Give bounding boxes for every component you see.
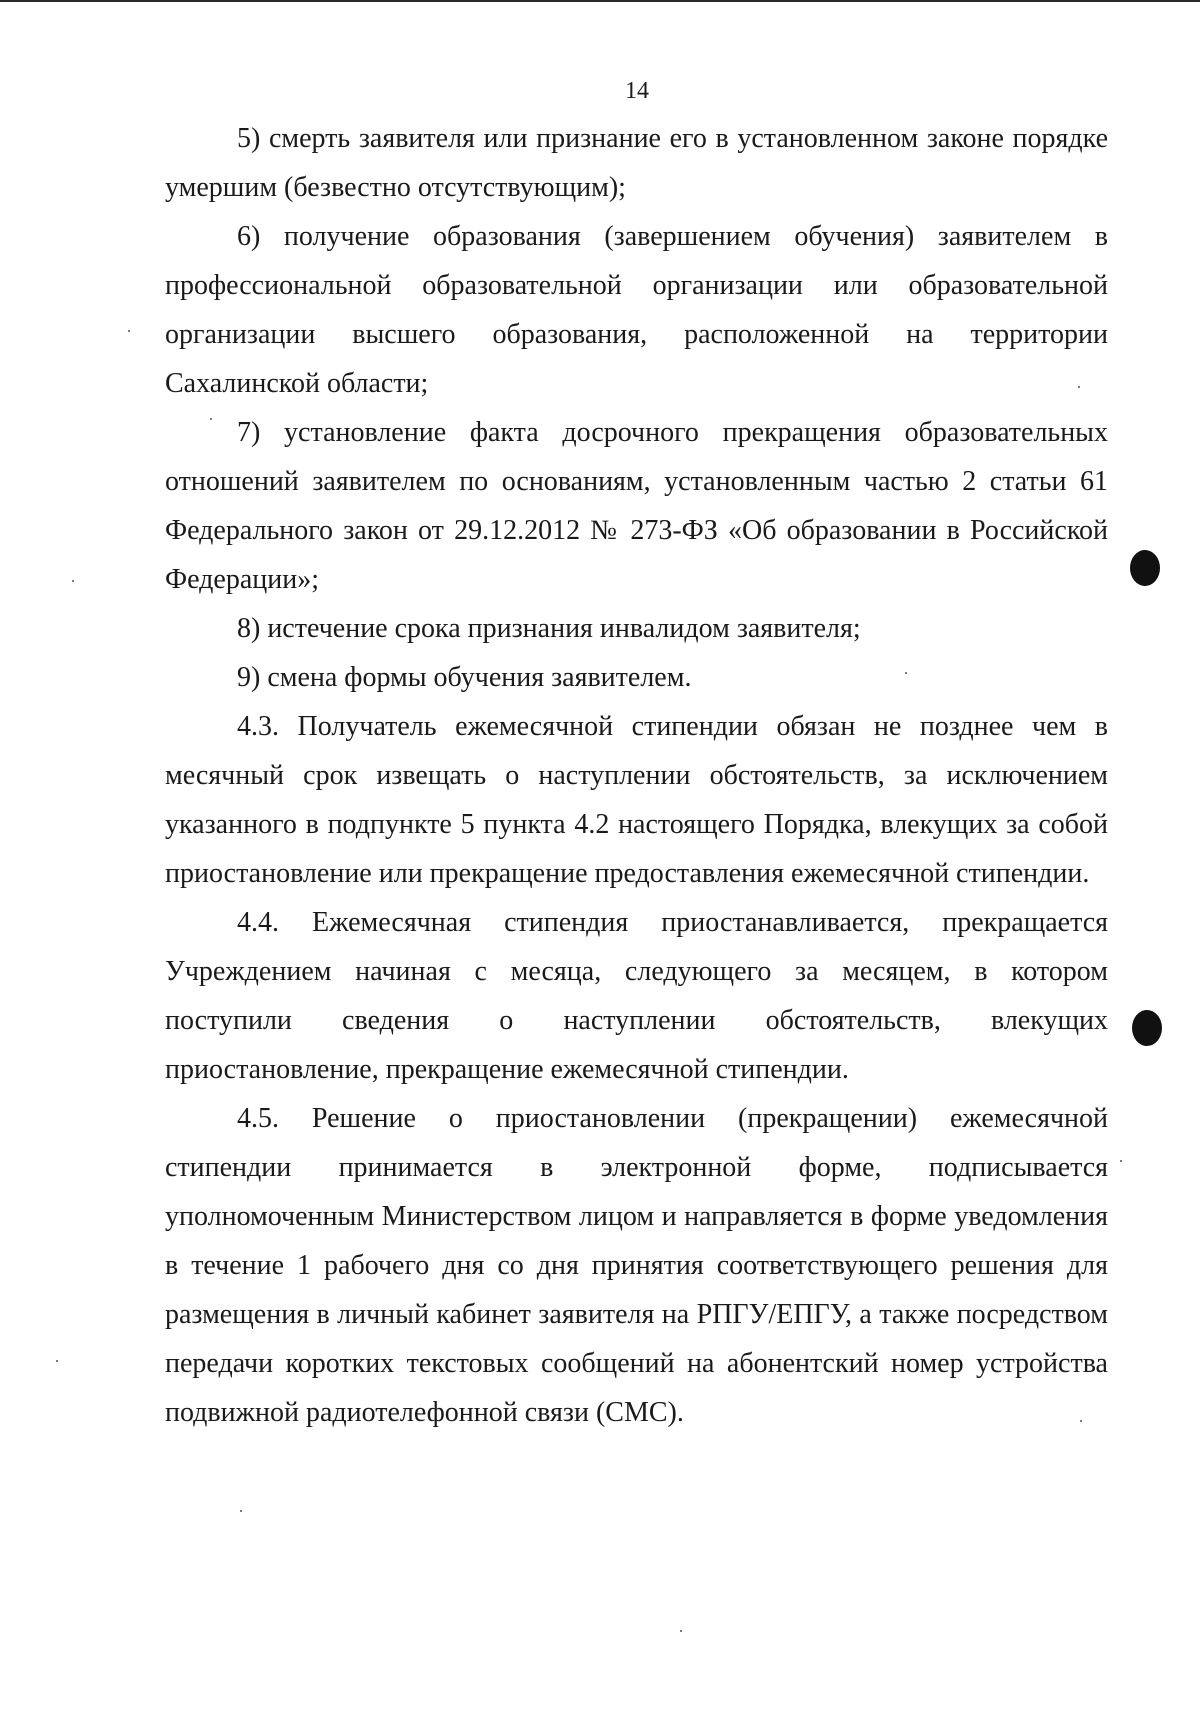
paragraph-4-5: 4.5. Решение о приостановлении (прекращении) ежемесячной стипендии принимается в электронной форме, подписывается уполномоченным Министерством лицом и направляется в форме уведомления в течение 1 рабочего дня со дня принятия соответствующего решения для размещения в личный кабинет заявителя на РПГУ/ЕПГУ, а также посредством передачи коротких текстовых сообщений на абонентский номер устройства подвижной радиотелефонной связи (СМС). <box>165 1103 1108 1428</box>
scan-speck <box>210 418 212 420</box>
paragraph-item-7: 7) установление факта досрочного прекращения образовательных отношений заявителем по основаниям, установленным частью 2 статьи 61 Федерального закон от 29.12.2012 № 273-ФЗ «Об образовании в Российской Федерации»; <box>165 417 1108 595</box>
paragraph-item-6: 6) получение образования (завершением обучения) заявителем в профессиональной образовательной организации или образовательной организации высшего образования, расположенной на территории Сахалинской области; <box>165 221 1108 399</box>
paragraph-4-3: 4.3. Получатель ежемесячной стипендии обязан не позднее чем в месячный срок извещать о наступлении обстоятельств, за исключением указанного в подпункте 5 пункта 4.2 настоящего Порядка, влекущих за собой приостановление или прекращение предоставления ежемесячной стипендии. <box>165 711 1108 889</box>
paragraph-item-8: 8) истечение срока признания инвалидом заявителя; <box>237 613 861 644</box>
punch-hole-mark <box>1132 1010 1162 1046</box>
paragraph-item-5: 5) смерть заявителя или признание его в установленном законе порядке умершим (безвестно отсутствующим); <box>165 123 1108 203</box>
page-number: 14 <box>625 78 649 104</box>
scan-speck <box>56 1360 58 1362</box>
document-body <box>165 114 1108 1437</box>
scan-speck <box>680 1630 682 1632</box>
scan-speck <box>1080 1420 1082 1422</box>
scan-speck <box>240 1510 242 1512</box>
scan-speck <box>1120 1160 1122 1162</box>
punch-hole-mark <box>1130 550 1160 586</box>
scan-speck <box>128 330 130 332</box>
paragraph-item-9: 9) смена формы обучения заявителем. <box>237 662 692 693</box>
top-border-line <box>0 0 1200 2</box>
scan-speck <box>905 672 907 674</box>
scan-speck <box>72 580 74 582</box>
scan-speck <box>1078 386 1080 388</box>
paragraph-4-4: 4.4. Ежемесячная стипендия приостанавливается, прекращается Учреждением начиная с месяца, следующего за месяцем, в котором поступили сведения о наступлении обстоятельств, влекущих приостановление, прекращение ежемесячной стипендии. <box>165 907 1108 1085</box>
